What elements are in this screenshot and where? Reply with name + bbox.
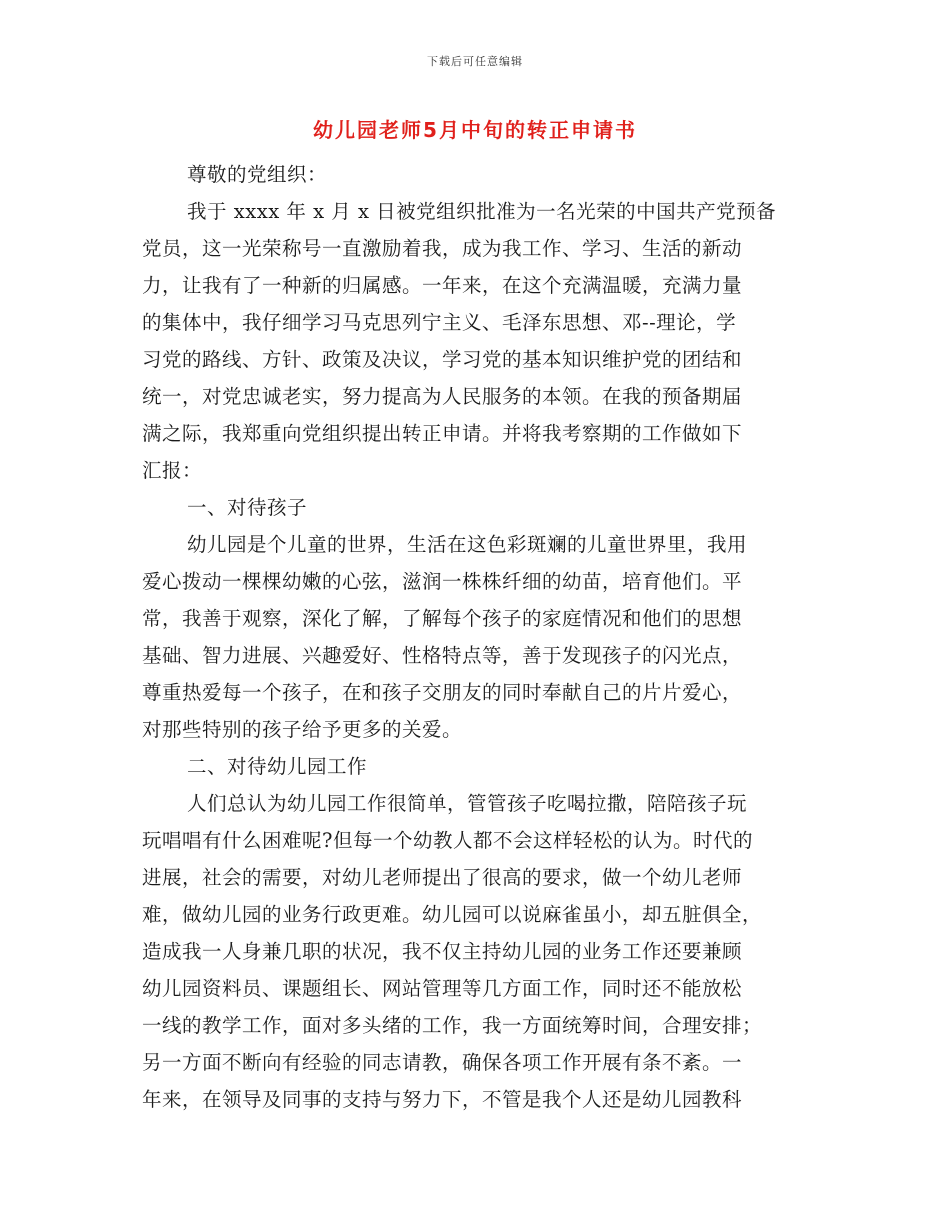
text-line: 二、对待幼儿园工作 xyxy=(187,755,368,778)
text-line: 一、对待孩子 xyxy=(187,496,308,519)
document-title: 幼儿园老师5月中旬的转正申请书 xyxy=(313,118,637,142)
text-line: 尊敬的党组织： xyxy=(187,163,328,186)
text-line: 幼儿园是个儿童的世界，生活在这色彩斑斓的儿童世界里，我用 xyxy=(187,533,748,556)
text-line: 年来，在领导及同事的支持与努力下，不管是我个人还是幼儿园教科 xyxy=(142,1088,743,1111)
text-line: 人们总认为幼儿园工作很简单，管管孩子吃喝拉撒，陪陪孩子玩 xyxy=(187,792,748,815)
document-body xyxy=(142,156,810,1118)
text-line: 基础、智力进展、兴趣爱好、性格特点等，善于发现孩子的闪光点， xyxy=(142,644,743,667)
text-line: 满之际，我郑重向党组织提出转正申请。并将我考察期的工作做如下 xyxy=(142,422,743,445)
text-line: 习党的路线、方针、政策及决议，学习党的基本知识维护党的团结和 xyxy=(142,348,743,371)
text-line: 汇报： xyxy=(142,459,203,482)
text-line: 力，让我有了一种新的归属感。一年来，在这个充满温暖，充满力量 xyxy=(142,274,743,297)
text-line: 的集体中，我仔细学习马克思列宁主义、毛泽东思想、邓--理论，学 xyxy=(142,311,737,334)
text-line: 另一方面不断向有经验的同志请教，确保各项工作开展有条不紊。一 xyxy=(142,1051,743,1074)
text-line: 造成我一人身兼几职的状况，我不仅主持幼儿园的业务工作还要兼顾 xyxy=(142,940,743,963)
text-line: 党员，这一光荣称号一直激励着我，成为我工作、学习、生活的新动 xyxy=(142,237,743,260)
text-line: 一线的教学工作，面对多头绪的工作，我一方面统筹时间，合理安排； xyxy=(142,1014,763,1037)
text-line: 我于 xxxx 年 x 月 x 日被党组织批准为一名光荣的中国共产党预备 xyxy=(187,200,777,223)
text-line: 难，做幼儿园的业务行政更难。幼儿园可以说麻雀虽小，却五脏俱全， xyxy=(142,903,763,926)
text-line: 进展，社会的需要，对幼儿老师提出了很高的要求，做一个幼儿老师 xyxy=(142,866,743,889)
text-line: 爱心拨动一棵棵幼嫩的心弦，滋润一株株纤细的幼苗，培育他们。平 xyxy=(142,570,743,593)
text-line: 统一，对党忠诚老实，努力提高为人民服务的本领。在我的预备期届 xyxy=(142,385,743,408)
text-line: 幼儿园资料员、课题组长、网站管理等几方面工作，同时还不能放松 xyxy=(142,977,743,1000)
text-line: 玩唱唱有什么困难呢?但每一个幼教人都不会这样轻松的认为。时代的 xyxy=(142,829,753,852)
header-note: 下载后可任意编辑 xyxy=(427,55,523,68)
text-line: 对那些特别的孩子给予更多的关爱。 xyxy=(142,718,463,741)
text-line: 尊重热爱每一个孩子，在和孩子交朋友的同时奉献自己的片片爱心， xyxy=(142,681,743,704)
text-line: 常，我善于观察，深化了解，了解每个孩子的家庭情况和他们的思想 xyxy=(142,607,743,630)
